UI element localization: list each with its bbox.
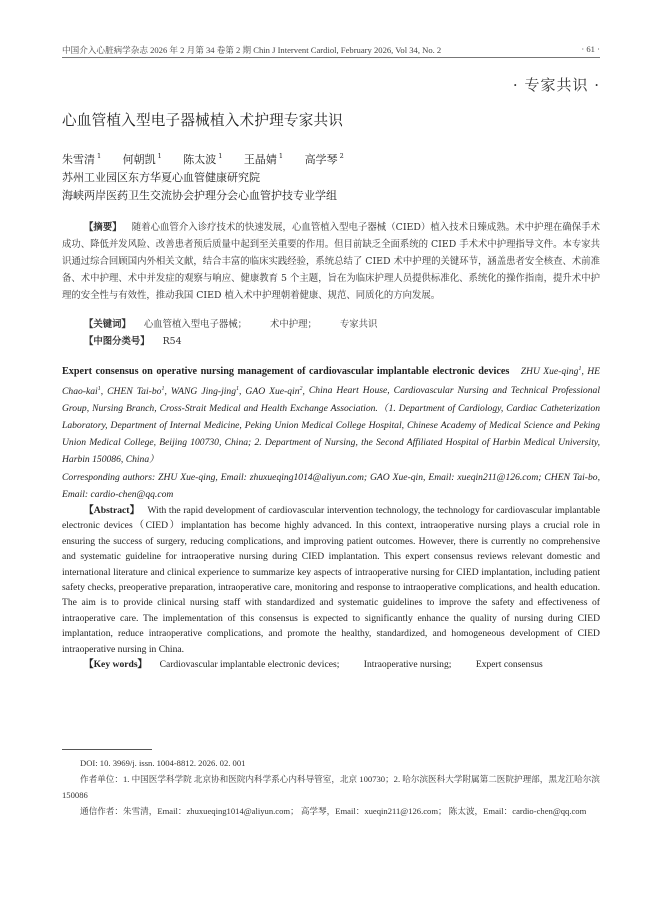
english-title-authors (62, 361, 600, 469)
footnote-rule (62, 749, 152, 750)
english-affiliation: China Heart House, Cardiovascular Nursing and Technical Professional Group, Nursing Branch, Cross-Strait Medical and Health Exchange Association.（1. Department of Cardiology, Cardiac Catheterization Laboratory, Department of Internal Medicine, Peking Union Medical College Hospital, Chinese Academy of Medical Science and Peking Union Medical College, Beijing 100730, China; 2. Department of Nursing, the Second Affiliated Hospital of Harbin Medical University, Harbin 150086, China） (62, 385, 600, 466)
keywords-en-label: 【Key words】 (84, 659, 148, 671)
english-author: WANG Jing-jing$^1$, (170, 385, 246, 397)
affiliation-cn: 海峡两岸医药卫生交流协会护理分会心血管护技专业学组 (62, 189, 337, 202)
footnotes (62, 755, 600, 819)
english-author: HE Chao-kai$^1$, (62, 366, 600, 397)
english-section (62, 361, 600, 672)
keyword-en: Cardiovascular implantable electronic devices; (159, 659, 340, 671)
english-author: ZHU Xue-qing$^1$, (520, 366, 588, 378)
author: 陈太波 $^1$ (183, 152, 223, 166)
article-title: 心血管植入型电子器械植入术护理专家共识 (62, 112, 344, 129)
keywords-en (62, 657, 600, 672)
author: 王晶婧 $^1$ (243, 152, 284, 166)
classification-cn (84, 333, 182, 347)
abstract-cn-text: 随着心血管介入诊疗技术的快速发展，心血管植入型电子器械（CIED）植入技术日臻成熟。术中护理在确保手术成功、降低并发风险、改善患者预后质量中起到至关重要的作用。但目前缺乏全面系统的 CIED 手术术中护理指导文件。本专家共识通过综合回顾国内外相关文献，结合丰富的临床实践经验，系统总结了 CIED 术中护理的关键环节，涵盖患者安全核查、术前准备、术中护理、术中并发症的观察与响应、健康教育 5 个主题，旨在为临床护理人员提供标准化、系统化的操作指南，提升术中护理的安全性与有效性，推动我国 CIED 植入术中护理朝着健康、规范、同质化的方向发展。 (62, 222, 600, 301)
author: 高学琴 $^2$ (304, 152, 344, 166)
keywords-cn (84, 316, 397, 330)
author: 朱雪清 $^1$ (62, 152, 102, 166)
classification-label: 【中图分类号】 (84, 336, 150, 347)
affiliation-cn: 苏州工业园区东方华夏心血管健康研究院 (62, 171, 260, 184)
english-author: CHEN Tai-$bo^1$, (107, 385, 171, 397)
keyword-en: Intraoperative nursing; (363, 659, 452, 671)
abstract-cn-label: 【摘要】 (84, 222, 122, 233)
author-list (62, 151, 362, 167)
keyword-cn: 术中护理； (270, 319, 317, 330)
column-label: · 专家共识 · (512, 76, 600, 94)
keyword-en: Expert consensus (475, 659, 543, 671)
author-units: 作者单位：1. 中国医学科学院 北京协和医院内科学系心内科导管室，北京 100730；2. 哈尔滨医科大学附属第二医院护理部，黑龙江哈尔滨 150086 (62, 774, 600, 800)
keywords-cn-label: 【关键词】 (84, 319, 131, 330)
english-title: Expert consensus on operative nursing management of cardiovascular implantable electronic devices (62, 366, 510, 378)
header-rule (62, 57, 600, 58)
keyword-cn: 专家共识 (339, 319, 378, 330)
doi-line: DOI: 10. 3969/j. issn. 1004-8812. 2026. 02. 001 (80, 758, 246, 768)
abstract-en (62, 503, 600, 657)
classification-value: R54 (162, 336, 182, 347)
page-number: · 61 · (581, 44, 600, 54)
keyword-cn: 心血管植入型电子器械； (143, 319, 248, 330)
abstract-en-text: With the rapid development of cardiovascular intervention technology, the technology for cardiovascular implantable electronic devices（CIED）implantation has become highly advanced. In this context, intraoperative nursing plays a crucial role in ensuring the success of surgery, reducing complications, and improving patient outcomes. However, there is currently no comprehensive and systematic guideline for intraoperative nursing during CIED implantation. This expert consensus reviews relevant domestic and international literature and clinical experience to summarize key aspects of intraoperative nursing for CIED implantation, including patient safety checks, preoperative preparation, intraoperative care, monitoring and response to intraoperative complications, and health education. The aim is to provide clinical nursing staff with standardized and systematic guidelines to improve the safety and effectiveness of intraoperative care. The implementation of this consensus is expected to significantly enhance the quality of nursing during CIED implantation, reduce intraoperative complications, and promote the healthy, standardized, and homogeneous development of CIED intraoperative nursing in China. (62, 505, 600, 655)
journal-citation: 中国介入心脏病学杂志 2026 年 2 月第 34 卷第 2 期 Chin J Intervent Cardiol, February 2026, Vol 34, No. 2 (62, 45, 442, 55)
corresponding-authors: Corresponding authors: ZHU Xue-qing, Email: zhuxueqing1014@aliyun.com; GAO Xue-qin, Email: xueqin211@126.com; CHEN Tai-bo, Email: cardio-chen@qq.com (62, 471, 600, 500)
abstract-en-label: 【Abstract】 (84, 505, 140, 516)
correspondence: 通信作者：朱雪清，Email：zhuxueqing1014@aliyun.com； 高学琴，Email：xueqin211@126.com； 陈太波，Email：cardio-chen@qq.com (80, 806, 587, 816)
abstract-cn (62, 219, 600, 304)
author: 何朝凯 $^1$ (122, 152, 162, 166)
english-author: GAO Xue-qin$^2$, (245, 385, 309, 397)
